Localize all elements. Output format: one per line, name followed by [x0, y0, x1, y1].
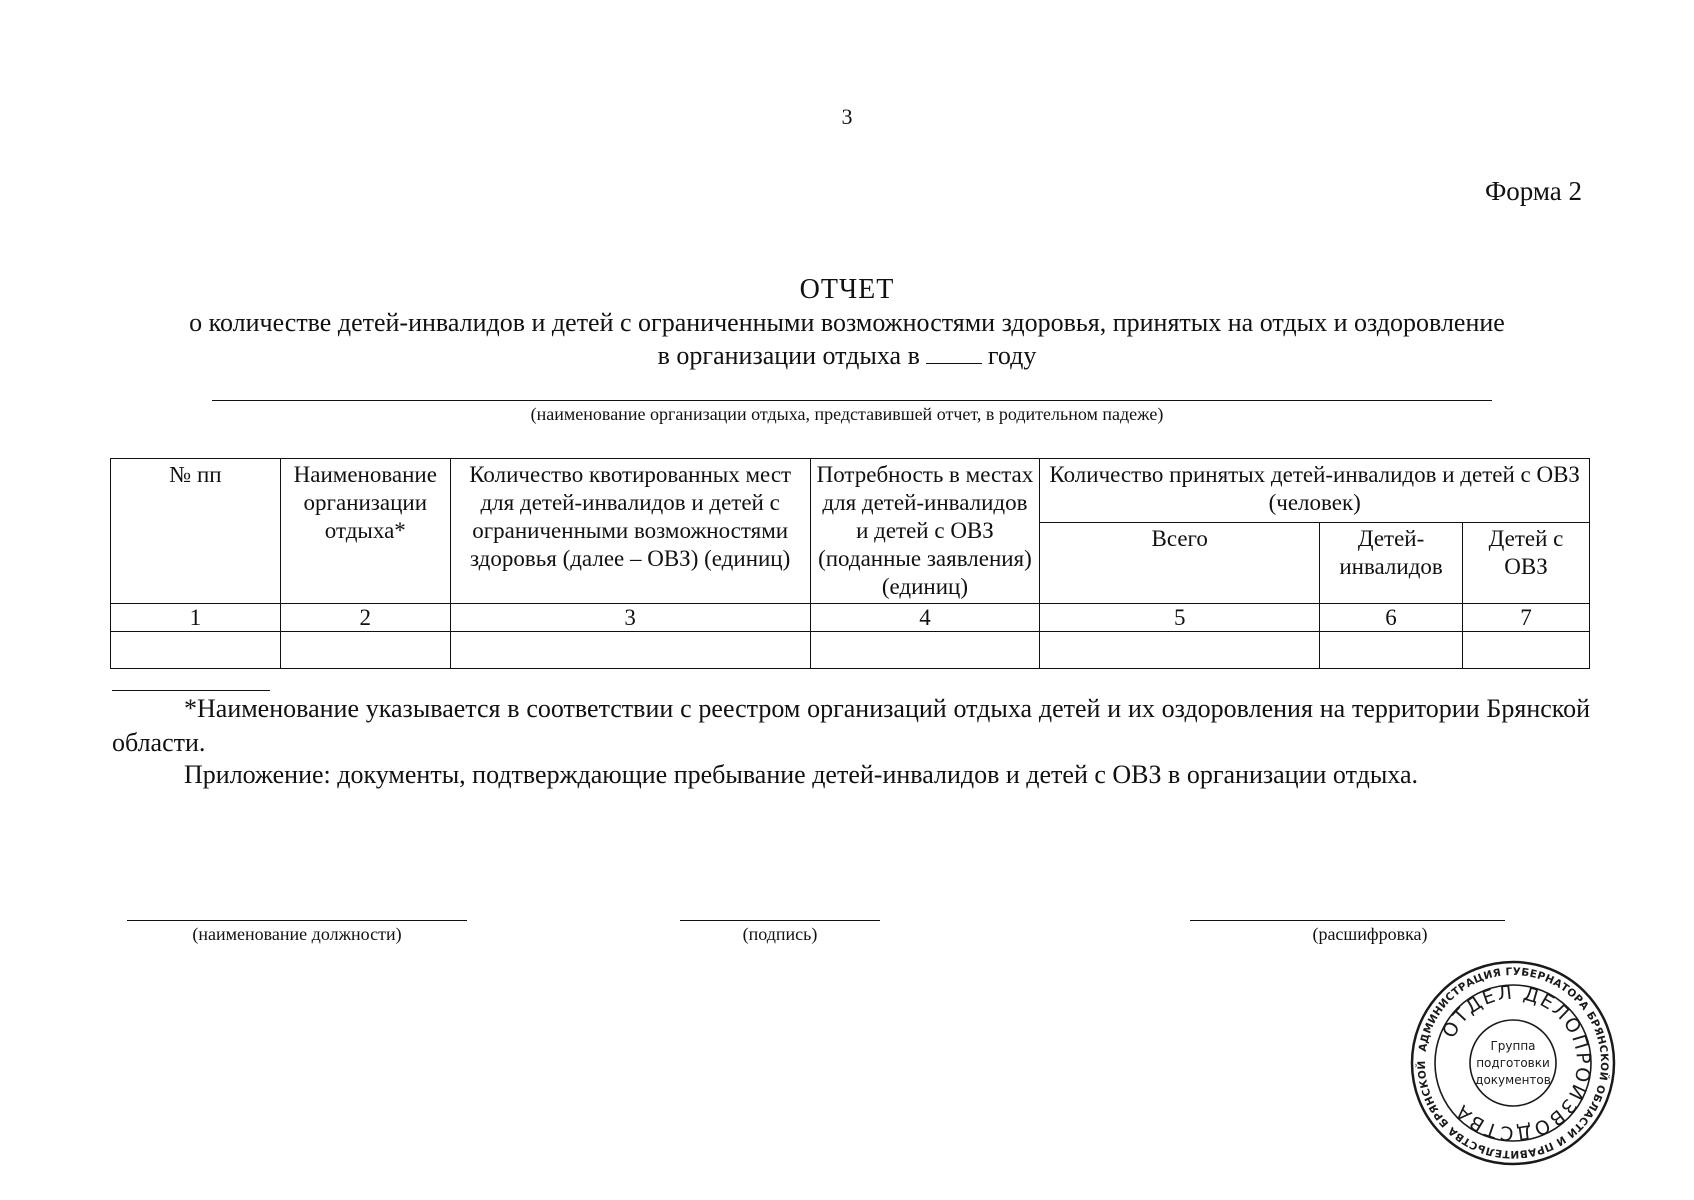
- name-signature-line[interactable]: [1190, 920, 1505, 921]
- signature-caption: (подпись): [742, 924, 818, 944]
- column-number: 5: [1040, 604, 1320, 632]
- header-org-name: Наименование организации отдыха*: [280, 459, 450, 604]
- footnote: [112, 692, 1590, 760]
- position-signature-line[interactable]: [127, 920, 467, 921]
- subtitle-after-year: году: [987, 341, 1037, 370]
- column-number: 1: [111, 604, 281, 632]
- header-total: Всего: [1040, 522, 1320, 603]
- header-demand: Потребность в местах для детей-инвалидов и детей с ОВЗ (поданные заявления) (единиц): [810, 459, 1040, 604]
- header-ovz-children: Детей с ОВЗ: [1463, 522, 1590, 603]
- subtitle-line-2: [0, 339, 1694, 372]
- entry-cell[interactable]: [1463, 632, 1590, 669]
- org-name-caption: (наименование организации отдыха, представившей отчет, в родительном падеже): [530, 404, 1164, 424]
- page-number: 3: [841, 104, 853, 129]
- stamp-center-line-3: документов: [1475, 1073, 1551, 1087]
- column-number: 2: [280, 604, 450, 632]
- year-blank-field[interactable]: [926, 340, 982, 364]
- org-name-line[interactable]: [212, 400, 1492, 401]
- official-stamp: [1408, 958, 1618, 1168]
- footnote-rule: [112, 690, 270, 691]
- column-number: 7: [1463, 604, 1590, 632]
- entry-cell[interactable]: [280, 632, 450, 669]
- entry-cell[interactable]: [111, 632, 281, 669]
- header-row-1: [111, 459, 1590, 523]
- stamp-center-line-1: Группа: [1490, 1039, 1536, 1053]
- form-label: Форма 2: [1484, 176, 1582, 206]
- entry-cell[interactable]: [1040, 632, 1320, 669]
- subtitle-line-1: о количестве детей-инвалидов и детей с ограниченными возможностями здоровья, принятых на отдых и оздоровление: [189, 308, 1505, 337]
- stamp-center-line-2: подготовки: [1476, 1056, 1550, 1070]
- name-caption: (расшифровка): [1312, 924, 1428, 944]
- header-disabled-children: Детей-инвалидов: [1320, 522, 1463, 603]
- column-numbers-row: [111, 604, 1590, 632]
- position-caption: (наименование должности): [192, 924, 402, 944]
- signature-line[interactable]: [680, 920, 880, 921]
- entry-cell[interactable]: [810, 632, 1040, 669]
- header-number: № пп: [111, 459, 281, 604]
- header-accepted-group: Количество принятых детей-инвалидов и детей с ОВЗ (человек): [1040, 459, 1590, 523]
- stamp-middle-text: ОТДЕЛ ДЕЛОПРОИЗВОДСТВА: [1438, 981, 1595, 1145]
- entry-cell[interactable]: [1320, 632, 1463, 669]
- footnote-text: *Наименование указывается в соответствии с реестром организаций отдыха детей и их оздоровления на территории Брянской области.: [112, 694, 1590, 757]
- data-entry-row: [111, 632, 1590, 669]
- column-number: 4: [810, 604, 1040, 632]
- appendix-note: Приложение: документы, подтверждающие пребывание детей-инвалидов и детей с ОВЗ в организации отдыха.: [184, 760, 1418, 789]
- stamp-seal: [1408, 958, 1618, 1168]
- column-number: 6: [1320, 604, 1463, 632]
- report-table: [110, 458, 1590, 669]
- entry-cell[interactable]: [450, 632, 810, 669]
- subtitle-before-year: в организации отдыха в: [657, 341, 920, 370]
- report-title: ОТЧЕТ: [799, 274, 895, 305]
- header-quota-places: Количество квотированных мест для детей-инвалидов и детей с ограниченными возможностями здоровья (далее – ОВЗ) (единиц): [450, 459, 810, 604]
- report-subtitle: [0, 306, 1694, 372]
- column-number: 3: [450, 604, 810, 632]
- stamp-outer-text: АДМИНИСТРАЦИЯ ГУБЕРНАТОРА БРЯНСКОЙ ОБЛАСТИ И ПРАВИТЕЛЬСТВА БРЯНСКОЙ: [1415, 965, 1611, 1161]
